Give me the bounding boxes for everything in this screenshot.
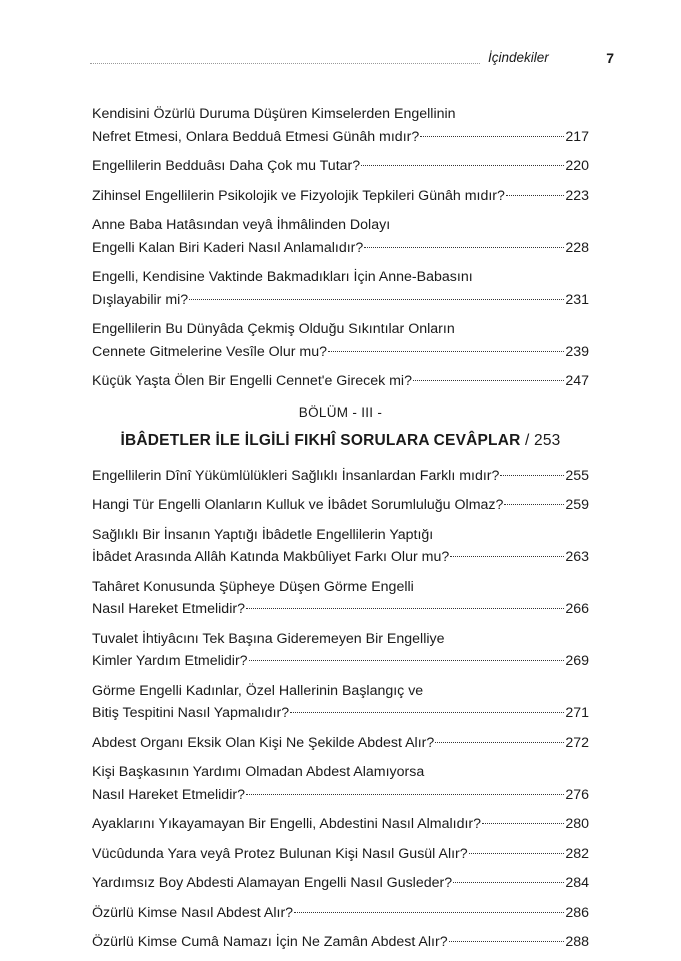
running-head-title: İçindekiler (488, 50, 549, 65)
toc-entry-last-line (92, 784, 589, 807)
section-title-text: İBÂDETLER İLE İLGİLİ FIKHÎ SORULARA CEVÂPLAR (120, 431, 521, 449)
dot-leader (361, 165, 564, 166)
toc-entry-page-number: 228 (565, 239, 589, 256)
toc-entry[interactable] (92, 872, 589, 895)
toc-entry-text-line: Bitiş Tespitini Nasıl Yapmalıdır? (92, 705, 290, 721)
toc-entry-text-line: Özürlü Kimse Nasıl Abdest Alır? (92, 904, 294, 921)
dot-leader (504, 504, 564, 505)
toc-entry-last-line (92, 732, 589, 755)
toc-entry[interactable] (92, 576, 589, 621)
toc-entry-text-line: Görme Engelli Kadınlar, Özel Hallerinin Başlangıç ve (92, 682, 424, 699)
toc-entry-text-line: Hangi Tür Engelli Olanların Kulluk ve İbâdet Sorumluluğu Olmaz? (92, 497, 504, 513)
dot-leader (449, 941, 565, 942)
page-number: 7 (606, 50, 614, 66)
toc-entry-page-number: 284 (565, 875, 589, 891)
dot-leader (453, 882, 564, 883)
toc-entry-text-line: İbâdet Arasında Allâh Katında Makbûliyet Farkı Olur mu? (92, 549, 450, 565)
dot-leader (364, 247, 564, 248)
table-of-contents (92, 103, 589, 961)
toc-entry-last-line (92, 155, 589, 178)
toc-entry-last-line (92, 931, 589, 954)
dot-leader (413, 380, 564, 381)
toc-entry-text-line: Engellilerin Dînî Yükümlülükleri Sağlıklı İnsanlardan Farklı mıdır? (92, 467, 500, 484)
toc-entry-page-number: 255 (565, 467, 589, 484)
toc-entry[interactable] (92, 732, 589, 755)
toc-entry-last-line (92, 813, 589, 836)
toc-entry-text-line: Tahâret Konusunda Şüpheye Düşen Görme Engelli (92, 578, 414, 595)
running-head (90, 50, 614, 68)
dot-leader (249, 660, 565, 661)
toc-entry-text-line: Dışlayabilir mi? (92, 291, 189, 308)
toc-entry-last-line (92, 237, 589, 260)
toc-entry-page-number: 282 (565, 845, 589, 862)
toc-entry-page-number: 223 (565, 187, 589, 204)
toc-entry[interactable] (92, 680, 589, 725)
toc-entry[interactable] (92, 185, 589, 208)
toc-entry-text-line: Ayaklarını Yıkayamayan Bir Engelli, Abdestini Nasıl Almalıdır? (92, 816, 482, 832)
toc-entry-page-number: 286 (565, 904, 589, 921)
toc-entry-last-line (92, 702, 589, 725)
section-heading (92, 403, 589, 453)
toc-entry[interactable] (92, 813, 589, 836)
toc-entry-last-line (92, 185, 589, 208)
toc-entry-page-number: 259 (565, 497, 589, 513)
dot-leader (450, 556, 564, 557)
toc-entry-last-line (92, 370, 589, 393)
toc-entry-page-number: 266 (565, 601, 589, 617)
header-dotted-rule (90, 63, 480, 64)
dot-leader (294, 912, 564, 913)
toc-entry-page-number: 269 (565, 653, 589, 669)
toc-entry-text-line: Nasıl Hareket Etmelidir? (92, 786, 245, 803)
toc-entry-page-number: 247 (565, 373, 589, 389)
toc-entry-text-line: Vücûdunda Yara veyâ Protez Bulunan Kişi Nasıl Gusül Alır? (92, 845, 468, 862)
dot-leader (500, 475, 564, 476)
toc-entry-last-line (92, 546, 589, 569)
toc-entry-page-number: 280 (565, 816, 589, 832)
toc-entry-last-line (92, 341, 589, 364)
toc-entry-last-line (92, 126, 589, 149)
toc-entry-last-line (92, 872, 589, 895)
toc-entry-page-number: 217 (565, 128, 589, 145)
toc-entry-text-line: Cennete Gitmelerine Vesîle Olur mu? (92, 343, 327, 360)
toc-entry-text-line: Nefret Etmesi, Onlara Bedduâ Etmesi Günâh mıdır? (92, 128, 420, 145)
toc-entry[interactable] (92, 155, 589, 178)
dot-leader (469, 853, 565, 854)
toc-entry-text-line: Nasıl Hareket Etmelidir? (92, 601, 245, 617)
toc-entry[interactable] (92, 465, 589, 488)
toc-entry[interactable] (92, 761, 589, 806)
toc-entry-text-line: Engellilerin Bu Dünyâda Çekmiş Olduğu Sıkıntılar Onların (92, 321, 455, 337)
dot-leader (435, 742, 564, 743)
toc-entry-page-number: 272 (565, 734, 589, 751)
toc-entry-text-line: Engellilerin Bedduâsı Daha Çok mu Tutar? (92, 158, 361, 174)
toc-entry[interactable] (92, 214, 589, 259)
dot-leader (506, 195, 564, 196)
toc-entry-page-number: 263 (565, 549, 589, 565)
toc-entry[interactable] (92, 318, 589, 363)
section-title (92, 429, 589, 453)
section-title-page: / 253 (525, 431, 561, 449)
toc-entry-text-line: Kişi Başkasının Yardımı Olmadan Abdest Alamıyorsa (92, 764, 425, 780)
toc-entry-last-line (92, 902, 589, 925)
toc-entry-last-line (92, 843, 589, 866)
toc-entry-text-line: Abdest Organı Eksik Olan Kişi Ne Şekilde Abdest Alır? (92, 734, 435, 751)
dot-leader (420, 136, 564, 137)
toc-entry-page-number: 271 (565, 705, 589, 721)
dot-leader (328, 351, 564, 352)
toc-entry-text-line: Anne Baba Hatâsından veyâ İhmâlinden Dolayı (92, 217, 391, 233)
toc-entry-last-line (92, 465, 589, 488)
toc-entry-text-line: Engelli Kalan Biri Kaderi Nasıl Anlamalıdır? (92, 239, 364, 256)
dot-leader (189, 299, 564, 300)
section-part-label: BÖLÜM - III - (298, 404, 383, 420)
toc-entry[interactable] (92, 494, 589, 517)
toc-entry-last-line (92, 494, 589, 517)
toc-entry[interactable] (92, 524, 589, 569)
toc-entry-text-line: Tuvalet İhtiyâcını Tek Başına Gideremeyen Bir Engelliye (92, 630, 445, 647)
toc-entries-before (92, 103, 589, 393)
dot-leader (290, 712, 564, 713)
toc-entry-last-line (92, 650, 589, 673)
toc-entry[interactable] (92, 931, 589, 954)
toc-entry-page-number: 220 (565, 158, 589, 174)
toc-entry[interactable] (92, 628, 589, 673)
toc-entry[interactable] (92, 370, 589, 393)
toc-entry-last-line (92, 289, 589, 312)
toc-entry-text-line: Engelli, Kendisine Vaktinde Bakmadıkları İçin Anne-Babasını (92, 269, 473, 285)
toc-entry[interactable] (92, 266, 589, 311)
toc-entry-last-line (92, 598, 589, 621)
toc-entry-text-line: Kendisini Özürlü Duruma Düşüren Kimselerden Engellinin (92, 106, 456, 122)
toc-entry-text-line: Küçük Yaşta Ölen Bir Engelli Cennet'e Girecek mi? (92, 373, 412, 389)
toc-entry-text-line: Yardımsız Boy Abdesti Alamayan Engelli Nasıl Gusleder? (92, 875, 453, 891)
toc-entry[interactable] (92, 843, 589, 866)
toc-entry[interactable] (92, 902, 589, 925)
toc-entry-page-number: 231 (565, 291, 589, 308)
toc-entry-page-number: 288 (565, 934, 589, 950)
toc-entries-after (92, 465, 589, 954)
dot-leader (482, 823, 564, 824)
toc-entry-text-line: Özürlü Kimse Cumâ Namazı İçin Ne Zamân Abdest Alır? (92, 934, 448, 950)
dot-leader (246, 608, 564, 609)
toc-entry-page-number: 239 (565, 343, 589, 360)
dot-leader (246, 794, 564, 795)
toc-entry-text-line: Zihinsel Engellilerin Psikolojik ve Fizyolojik Tepkileri Günâh mıdır? (92, 187, 505, 204)
toc-entry[interactable] (92, 103, 589, 148)
toc-entry-text-line: Kimler Yardım Etmelidir? (92, 653, 248, 669)
toc-entry-page-number: 276 (565, 786, 589, 803)
toc-entry-text-line: Sağlıklı Bir İnsanın Yaptığı İbâdetle Engellilerin Yaptığı (92, 526, 434, 543)
